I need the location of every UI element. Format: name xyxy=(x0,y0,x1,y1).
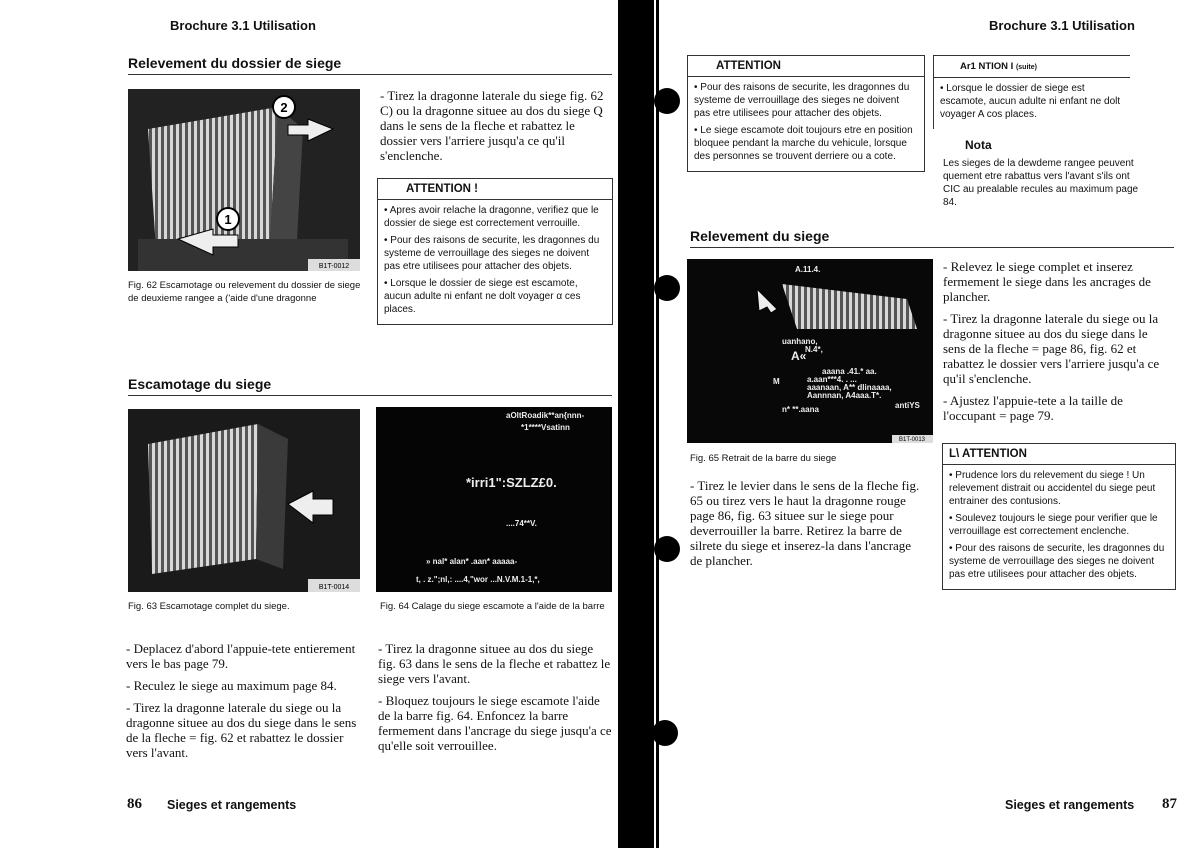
attention-box-left xyxy=(377,178,613,325)
attention-item: • Pour des raisons de securite, les dragonnes du systeme de verrouillage des sieges ne doivent pas etre utilisees pour attacher des objets. xyxy=(949,542,1169,581)
attention-continued-box xyxy=(933,55,1130,129)
page-number-right: 87 xyxy=(1162,796,1177,812)
figure-65-text: A« xyxy=(791,349,807,363)
step-paragraph: - Tirez la dragonne laterale du siege ou la dragonne situee au dos du siege dans le sens de la fleche = page 86, fig. 62 et rabattez le dossier vers l'arriere jusqu'a ce qu'il s'enclenche. xyxy=(943,311,1160,386)
seat-back-illustration xyxy=(128,89,360,271)
figure-65-text: antiYS xyxy=(895,401,920,410)
nota-title: Nota xyxy=(965,138,992,152)
relevement-barre-paragraph: - Tirez le levier dans le sens de la fleche fig. 65 ou tirez vers le haut la dragonne rouge page 86, fig. 63 situee sur le siege pour deverrouiller la barre. Retirez la barre de silrete du siege et inserez-la dans l'ancrage de plancher. xyxy=(690,478,920,568)
binding-hole xyxy=(620,88,646,114)
figure-62-image xyxy=(128,89,360,271)
figure-65-text: M xyxy=(773,377,780,386)
binding-mark xyxy=(656,0,659,848)
attention-title: ATTENTION ! xyxy=(378,179,612,200)
nota-text: Les sieges de la dewdeme rangee peuvent quement etre rabattus vers l'avant s'ils ont CIC au prealable recules au maximum page 84. xyxy=(943,158,1139,208)
escamotage-steps-left xyxy=(126,641,358,767)
figure-65-text: aaana .41.* aa. xyxy=(822,367,877,376)
figure-65-text: n* **.aana xyxy=(782,405,819,414)
figure-65-text: Aannnan, A4aaa.T*. xyxy=(807,391,882,400)
figure-65-text: a.aan***4. . ... xyxy=(807,375,857,384)
page-header-right: Brochure 3.1 Utilisation xyxy=(989,18,1135,33)
attention-continued-title: Ar1 NTION I (suite) xyxy=(934,56,1130,78)
step-paragraph: - Relevez le siege complet et inserez fermement le siege dans les ancrages de plancher. xyxy=(943,259,1151,304)
figure-code: B1T-0012 xyxy=(318,263,350,270)
step-paragraph: - Tirez la dragonne situee au dos du siege fig. 63 dans le sens de la fleche et rabattez le siege vers l'avant. xyxy=(378,641,611,686)
attention-item: • Pour des raisons de securite, les dragonnes du systeme de verrouillage des sieges ne doivent pas etre utilisees pour attacher des objets. xyxy=(384,234,606,273)
attention-item: • Le siege escamote doit toujours etre en position bloquee pendant la marche du vehicule, lorsque des personnes se trouvent derriere ou a cote. xyxy=(694,124,918,163)
step-paragraph: - Deplacez d'abord l'appuie-tete entierement vers le bas page 79. xyxy=(126,641,356,671)
figure-64-text: *1****Vsatinn xyxy=(521,423,570,432)
attention-item: • Pour des raisons de securite, les dragonnes du systeme de verrouillage des sieges ne doivent pas etre utilisees pour attacher des objets. xyxy=(694,81,918,120)
figure-63-caption: Fig. 63 Escamotage complet du siege. xyxy=(128,601,290,612)
figure-64-text: t, . z.";nl,: ....4,"wor ...N.V.M.1-1,*, xyxy=(416,575,540,584)
footer-title-left: Sieges et rangements xyxy=(167,798,297,812)
step-paragraph: - Tirez la dragonne laterale du siege ou la dragonne situee au dos du siege dans le sens de la fleche = fig. 62 et rabattez le dossier vers l'avant. xyxy=(126,700,357,760)
figure-65-text: A.11.4. xyxy=(795,265,821,274)
binding-hole xyxy=(622,536,648,562)
step-paragraph: - Bloquez toujours le siege escamote l'aide de la barre fig. 64. Enfoncez la barre fermement dans l'ancrage du siege jusqu'a ce qu'elle soit verrouillee. xyxy=(378,693,612,753)
figure-63-image xyxy=(128,409,360,592)
attention-item: • Lorsque le dossier de siege est escamote, aucun adulte ni enfant ne dolt voyager A cos places. xyxy=(940,82,1124,121)
section-title-relevement-siege: Relevement du siege xyxy=(690,228,1174,248)
attention-box-right-top xyxy=(687,55,925,172)
figure-64-text: ....74**V. xyxy=(506,519,537,528)
relevement-steps xyxy=(943,259,1173,430)
section-title-escamotage: Escamotage du siege xyxy=(128,376,612,396)
binding-hole xyxy=(622,720,648,746)
figure-64-text: aOltRoadik**an{nnn- xyxy=(506,411,585,420)
attention-box-right-bottom xyxy=(942,443,1176,590)
step-paragraph: - Ajustez l'appuie-tete a la taille de l'occupant = page 79. xyxy=(943,393,1123,423)
attention-item: • Lorsque le dossier de siege est escamote, aucun adulte ni enfant ne dolt voyager α ces places. xyxy=(384,277,606,316)
figure-64-text: *irri1":SZLZ£0. xyxy=(466,475,557,490)
figure-65-image xyxy=(687,259,933,443)
figure-64-caption: Fig. 64 Calage du siege escamote a l'aide de la barre xyxy=(380,601,605,612)
attention-item: • Apres avoir relache la dragonne, verifiez que le dossier de siege est correctement verrouille. xyxy=(384,204,606,230)
figure-65-text: N.4*, xyxy=(805,345,823,354)
figure-64-text: » nal* alan* .aan* aaaaa- xyxy=(426,557,518,566)
seat-fold-illustration xyxy=(128,409,360,592)
figure-65-text: aaanaan, A** dlinaaaa, xyxy=(807,383,892,392)
figure-65-text: uanhano, xyxy=(782,337,818,346)
binding-hole xyxy=(624,275,650,301)
attention-item: • Soulevez toujours le siege pour verifier que le verrouillage est correctement enclenche. xyxy=(949,512,1169,538)
attention-title: ATTENTION xyxy=(688,56,924,77)
figure-code: B1T-0013 xyxy=(898,437,926,443)
figure-62-caption: Fig. 62 Escamotage ou relevement du dossier de siege de deuxieme rangee a ('aide d'une dragonne xyxy=(128,280,361,304)
figure-65-caption: Fig. 65 Retrait de la barre du siege xyxy=(690,453,837,464)
page-header-left: Brochure 3.1 Utilisation xyxy=(170,18,316,33)
step-paragraph: - Reculez le siege au maximum page 84. xyxy=(126,678,337,693)
attention-title: L\ ATTENTION xyxy=(943,444,1175,465)
section-title-relevement-dossier: Relevement du dossier de siege xyxy=(128,55,612,75)
figure-marker-2: 2 xyxy=(280,100,288,115)
attention-item: • Prudence lors du relevement du siege ! Un relevement distrait ou accidentel du siege peut entrainer des contusions. xyxy=(949,469,1169,508)
figure-64-image xyxy=(376,407,612,592)
section1-paragraph: - Tirez la dragonne laterale du siege fig. 62 C) ou la dragonne situee au dos du siege Q dans le sens de la fleche et rabattez le dossier vers l'arriere jusqu'a ce qu'il s'enclenche. xyxy=(380,88,604,163)
escamotage-steps-right xyxy=(378,641,612,760)
page-number-left: 86 xyxy=(127,796,142,812)
figure-marker-1: 1 xyxy=(224,212,232,227)
figure-code: B1T-0014 xyxy=(318,584,350,591)
footer-title-right: Sieges et rangements xyxy=(1005,798,1135,812)
